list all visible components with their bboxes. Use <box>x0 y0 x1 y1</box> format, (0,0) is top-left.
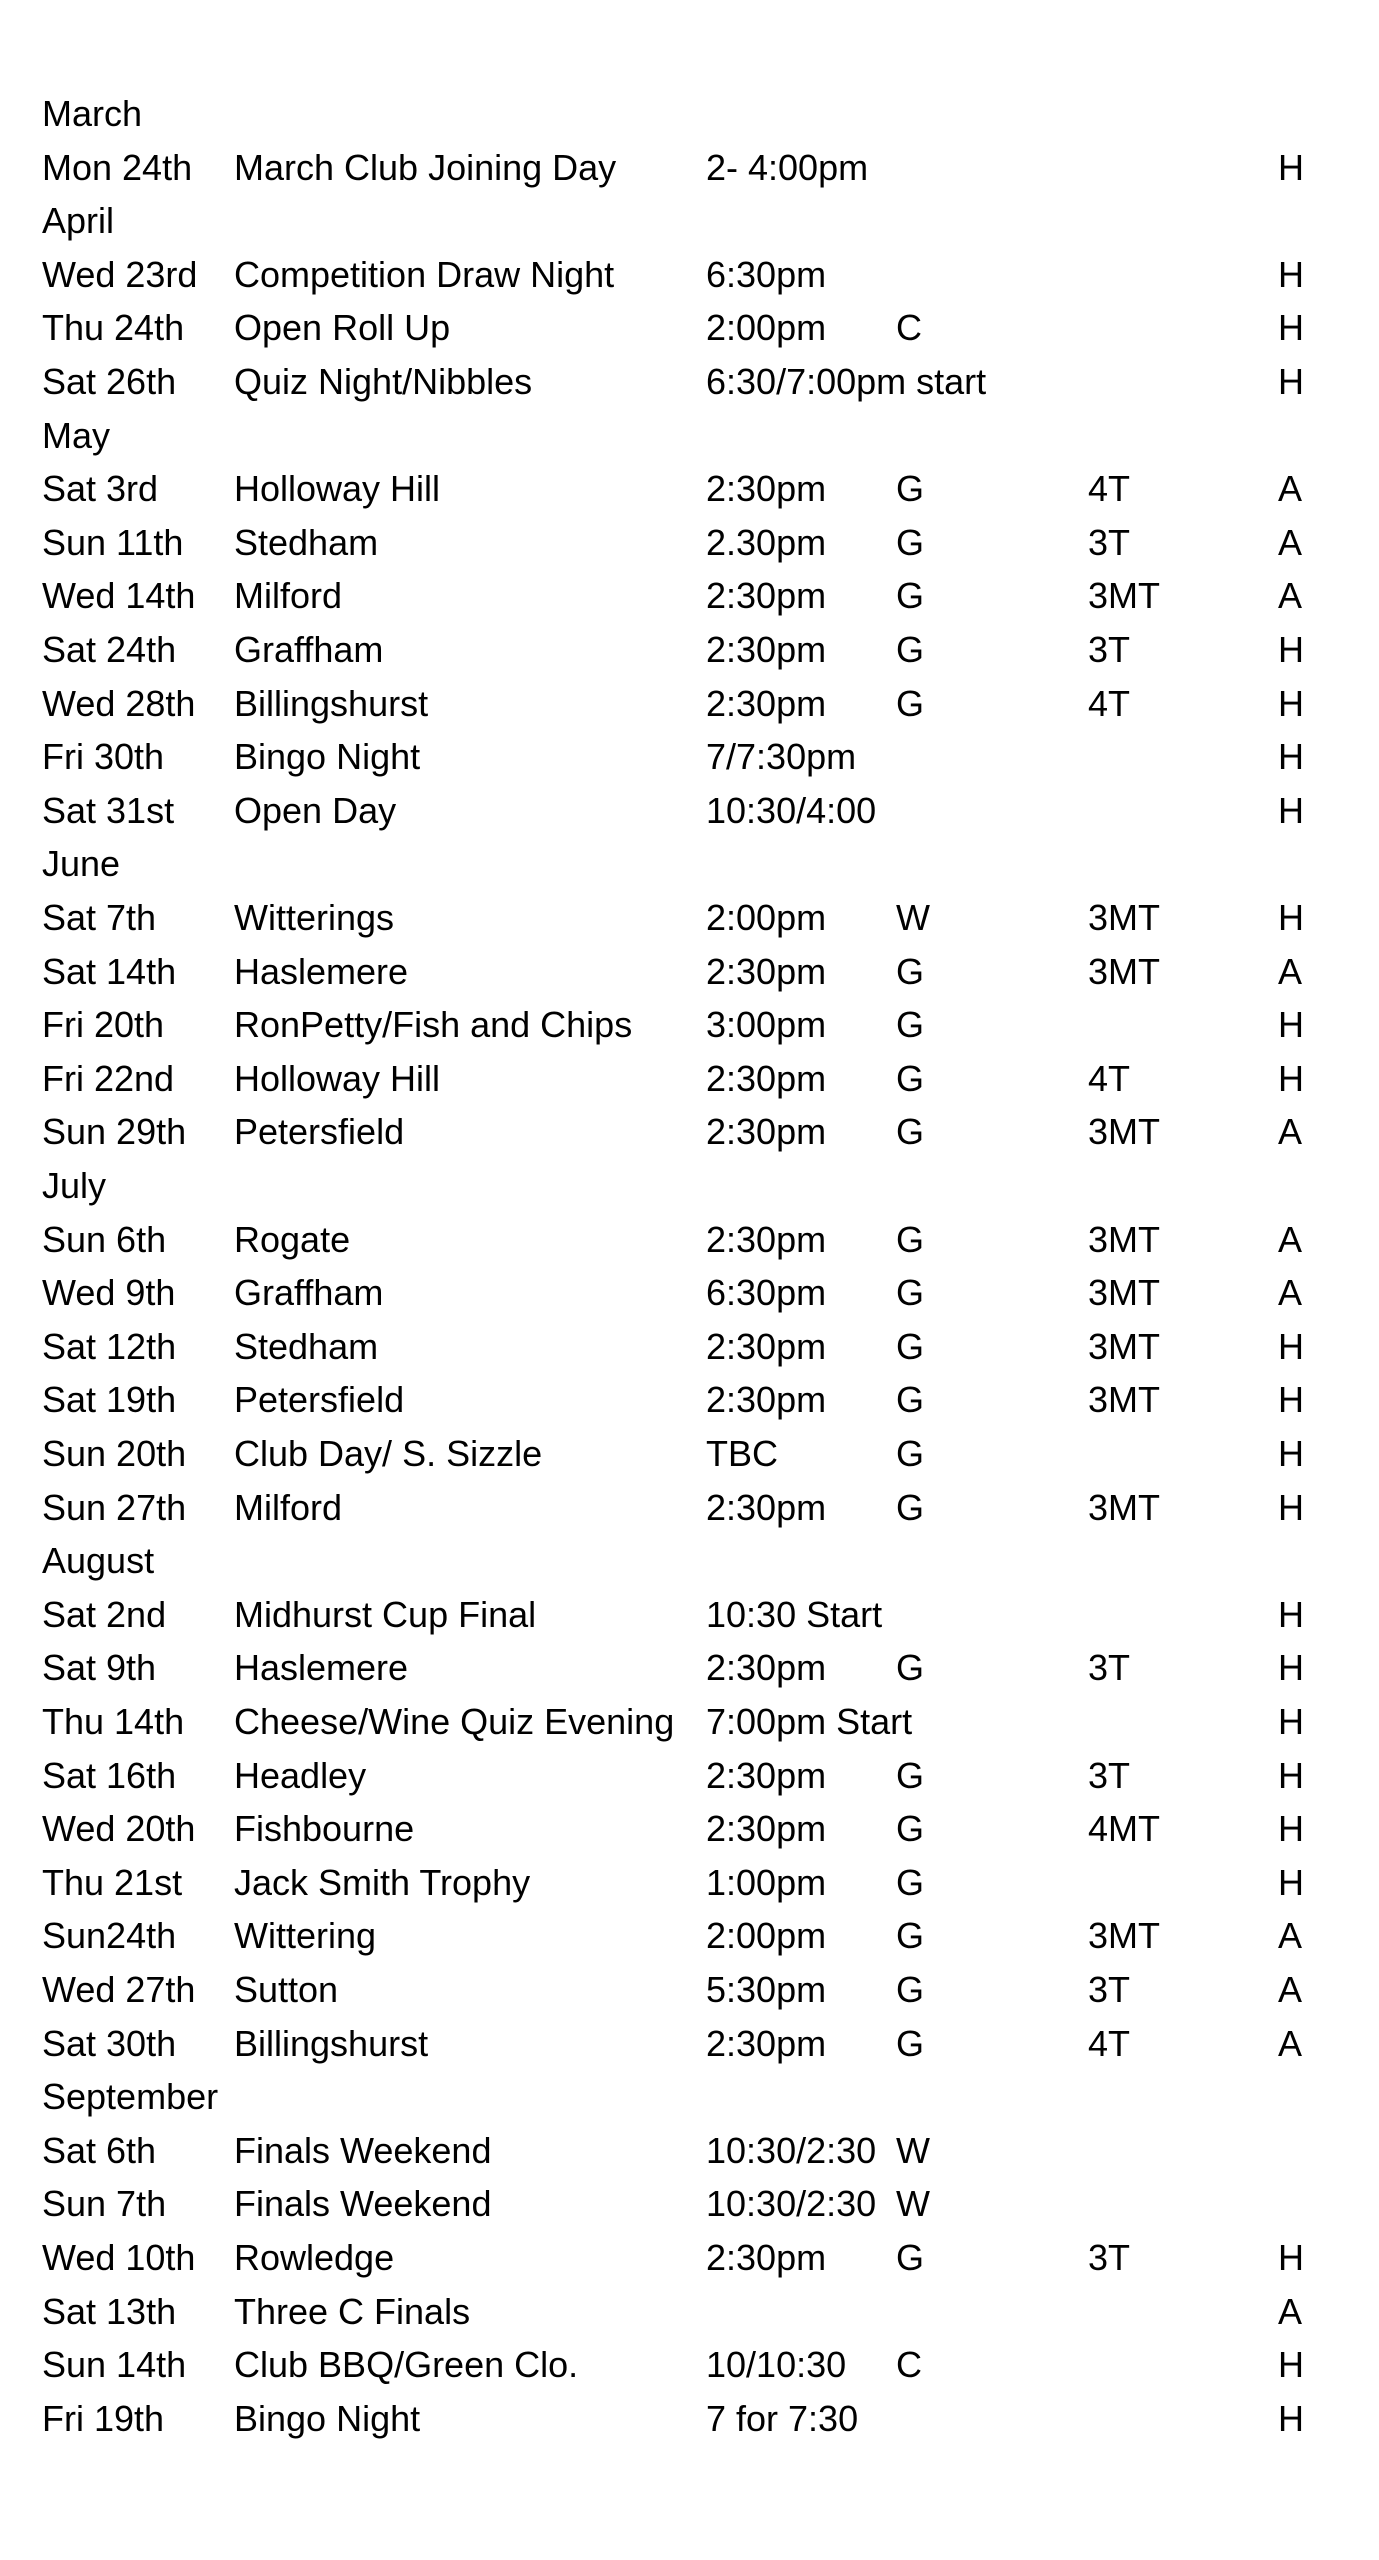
fixture-date: Thu 14th <box>42 1701 185 1742</box>
fixture-event: Open Day <box>234 789 397 831</box>
fixture-venue: A <box>1278 575 1303 617</box>
fixture-event: March Club Joining Day <box>234 146 617 188</box>
fixture-event: Haslemere <box>234 1647 409 1689</box>
fixture-dress: G <box>896 1969 925 2010</box>
fixture-event: Sutton <box>234 1969 339 2010</box>
fixture-dress: G <box>896 1218 925 1260</box>
fixture-time: 3:00pm <box>706 1004 827 1046</box>
fixture-venue: A <box>1278 1969 1303 2010</box>
fixture-dress: G <box>896 950 925 992</box>
fixture-venue: H <box>1278 307 1304 349</box>
fixture-event: Billingshurst <box>234 682 429 724</box>
fixture-event: Rowledge <box>234 2237 395 2278</box>
fixture-time: 2:30pm <box>706 950 827 992</box>
fixture-format: 4T <box>1088 682 1131 724</box>
fixture-venue: H <box>1278 2344 1304 2386</box>
fixture-time: 6:30/7:00pm start <box>706 361 987 402</box>
fixture-date: Sat 26th <box>42 361 177 402</box>
month-heading: April <box>42 200 115 242</box>
fixture-venue: H <box>1278 789 1304 831</box>
fixture-venue: H <box>1278 1379 1304 1421</box>
fixture-venue: A <box>1278 468 1303 510</box>
fixture-date: Sun24th <box>42 1915 177 1957</box>
fixture-dress: C <box>896 307 922 349</box>
fixture-dress: W <box>896 2129 930 2171</box>
fixture-date: Sat 6th <box>42 2129 157 2171</box>
fixture-date: Wed 14th <box>42 575 196 617</box>
fixture-venue: A <box>1278 1272 1303 1314</box>
fixture-time: 2:30pm <box>706 1754 827 1796</box>
fixture-venue: H <box>1278 1325 1304 1367</box>
fixture-date: Sun 29th <box>42 1111 187 1153</box>
month-heading: June <box>42 843 121 885</box>
fixture-event: Three C Finals <box>234 2290 471 2332</box>
fixture-dress: G <box>896 2022 925 2064</box>
fixture-dress: W <box>896 897 930 938</box>
fixture-time: 2:30pm <box>706 1218 827 1260</box>
fixture-format: 3MT <box>1088 950 1160 992</box>
fixture-date: Wed 10th <box>42 2237 196 2278</box>
fixture-dress: G <box>896 682 925 724</box>
fixture-venue: H <box>1278 736 1304 778</box>
fixture-dress: G <box>896 1272 925 1314</box>
fixture-venue: H <box>1278 1808 1304 1850</box>
fixture-time: 2:30pm <box>706 2237 827 2278</box>
fixture-format: 3T <box>1088 1969 1131 2010</box>
fixture-venue: H <box>1278 2237 1304 2278</box>
fixture-event: Bingo Night <box>234 736 421 778</box>
fixture-format: 3T <box>1088 1754 1131 1796</box>
fixture-date: Thu 24th <box>42 307 185 349</box>
fixture-time: 6:30pm <box>706 1272 827 1314</box>
fixture-format: 3MT <box>1088 1111 1160 1153</box>
fixture-event: Bingo Night <box>234 2397 421 2439</box>
fixture-event: Wittering <box>234 1915 377 1957</box>
fixture-date: Sat 3rd <box>42 468 159 510</box>
fixture-date: Sat 7th <box>42 897 157 938</box>
fixture-date: Mon 24th <box>42 146 193 188</box>
fixture-event: Graffham <box>234 629 384 670</box>
fixture-format: 3MT <box>1088 897 1160 938</box>
fixture-time: 6:30pm <box>706 253 827 295</box>
fixture-date: Sat 14th <box>42 950 177 992</box>
fixture-format: 4MT <box>1088 1808 1160 1850</box>
fixture-time: 10/10:30 <box>706 2344 847 2386</box>
fixture-date: Sun 6th <box>42 1218 167 1260</box>
fixture-time: 2:30pm <box>706 682 827 724</box>
fixture-event: Midhurst Cup Final <box>234 1593 537 1635</box>
fixture-venue: A <box>1278 1218 1303 1260</box>
fixture-venue: H <box>1278 361 1304 402</box>
fixture-format: 3T <box>1088 2237 1131 2278</box>
fixture-date: Fri 19th <box>42 2397 165 2439</box>
fixture-venue: H <box>1278 1486 1304 1528</box>
fixture-event: Finals Weekend <box>234 2183 492 2225</box>
fixture-format: 3MT <box>1088 1272 1160 1314</box>
fixture-event: Cheese/Wine Quiz Evening <box>234 1701 675 1742</box>
fixture-dress: W <box>896 2183 930 2225</box>
fixture-venue: H <box>1278 1647 1304 1689</box>
fixture-venue: H <box>1278 146 1304 188</box>
fixture-venue: A <box>1278 1915 1303 1957</box>
fixture-venue: H <box>1278 1057 1304 1099</box>
month-heading: August <box>42 1540 155 1582</box>
fixture-venue: H <box>1278 629 1304 670</box>
fixture-event: Stedham <box>234 521 379 563</box>
fixture-format: 3MT <box>1088 1218 1160 1260</box>
fixture-date: Sat 9th <box>42 1647 157 1689</box>
fixture-time: 2:30pm <box>706 1486 827 1528</box>
fixture-venue: H <box>1278 1433 1304 1474</box>
fixture-venue: H <box>1278 1004 1304 1046</box>
fixture-event: Competition Draw Night <box>234 253 615 295</box>
fixture-event: Open Roll Up <box>234 307 451 349</box>
fixture-venue: A <box>1278 521 1303 563</box>
fixture-date: Sun 11th <box>42 521 184 563</box>
fixture-time: 10:30/2:30 <box>706 2129 877 2171</box>
fixture-time: 2- 4:00pm <box>706 146 869 188</box>
fixture-venue: A <box>1278 2022 1303 2064</box>
fixture-time: 2:00pm <box>706 1915 827 1957</box>
fixture-time: 7/7:30pm <box>706 736 857 778</box>
fixture-time: 2:30pm <box>706 629 827 670</box>
fixture-event: Milford <box>234 575 343 617</box>
fixture-dress: G <box>896 1111 925 1153</box>
fixture-date: Sun 14th <box>42 2344 187 2386</box>
fixture-event: Club Day/ S. Sizzle <box>234 1433 543 1474</box>
fixture-venue: H <box>1278 682 1304 724</box>
fixture-time: 2.30pm <box>706 521 827 563</box>
fixture-time: 10:30 Start <box>706 1593 883 1635</box>
fixture-venue: A <box>1278 2290 1303 2332</box>
fixture-venue: H <box>1278 897 1304 938</box>
fixture-dress: G <box>896 629 925 670</box>
fixture-event: Quiz Night/Nibbles <box>234 361 533 402</box>
fixture-date: Thu 21st <box>42 1861 183 1903</box>
fixture-event: Fishbourne <box>234 1808 415 1850</box>
fixture-time: TBC <box>706 1433 778 1474</box>
fixture-dress: G <box>896 1754 925 1796</box>
fixture-date: Sat 13th <box>42 2290 177 2332</box>
fixture-event: Jack Smith Trophy <box>234 1861 531 1903</box>
fixture-dress: G <box>896 521 925 563</box>
fixture-time: 10:30/4:00 <box>706 789 877 831</box>
fixture-format: 4T <box>1088 2022 1131 2064</box>
fixture-date: Sat 31st <box>42 789 175 831</box>
fixture-time: 2:30pm <box>706 468 827 510</box>
fixture-date: Wed 9th <box>42 1272 176 1314</box>
fixture-date: Sat 30th <box>42 2022 177 2064</box>
fixture-format: 4T <box>1088 468 1131 510</box>
fixture-dress: G <box>896 1861 925 1903</box>
fixture-format: 4T <box>1088 1057 1131 1099</box>
fixture-venue: H <box>1278 1701 1304 1742</box>
fixture-event: Rogate <box>234 1218 351 1260</box>
fixture-event: Petersfield <box>234 1379 405 1421</box>
month-heading: September <box>42 2076 219 2118</box>
fixture-dress: G <box>896 468 925 510</box>
fixture-dress: G <box>896 1915 925 1957</box>
fixture-venue: A <box>1278 950 1303 992</box>
fixture-time: 2:30pm <box>706 1111 827 1153</box>
fixture-date: Sun 27th <box>42 1486 187 1528</box>
fixture-date: Sun 20th <box>42 1433 187 1474</box>
fixture-time: 2:30pm <box>706 575 827 617</box>
fixture-dress: G <box>896 1379 925 1421</box>
fixture-dress: G <box>896 2237 925 2278</box>
fixture-time: 2:30pm <box>706 1325 827 1367</box>
fixture-date: Wed 20th <box>42 1808 196 1850</box>
fixture-format: 3T <box>1088 521 1131 563</box>
fixture-dress: G <box>896 1057 925 1099</box>
fixture-venue: A <box>1278 1111 1303 1153</box>
fixture-time: 2:00pm <box>706 897 827 938</box>
fixture-date: Fri 30th <box>42 736 165 778</box>
fixture-time: 2:30pm <box>706 2022 827 2064</box>
fixture-date: Sat 16th <box>42 1754 177 1796</box>
month-heading: May <box>42 414 111 456</box>
fixture-date: Sat 2nd <box>42 1593 167 1635</box>
fixture-format: 3MT <box>1088 1379 1160 1421</box>
fixture-event: Stedham <box>234 1325 379 1367</box>
fixture-format: 3MT <box>1088 1486 1160 1528</box>
fixture-venue: H <box>1278 1861 1304 1903</box>
fixture-event: RonPetty/Fish and Chips <box>234 1004 633 1046</box>
fixture-time: 2:30pm <box>706 1647 827 1689</box>
fixture-time: 5:30pm <box>706 1969 827 2010</box>
fixture-time: 2:30pm <box>706 1808 827 1850</box>
fixture-dress: G <box>896 1004 925 1046</box>
fixture-time: 2:30pm <box>706 1379 827 1421</box>
fixture-date: Fri 22nd <box>42 1057 175 1099</box>
fixture-dress: G <box>896 1808 925 1850</box>
fixture-event: Headley <box>234 1754 367 1796</box>
fixture-date: Sat 12th <box>42 1325 177 1367</box>
fixture-date: Fri 20th <box>42 1004 165 1046</box>
fixture-dress: G <box>896 1647 925 1689</box>
fixture-event: Milford <box>234 1486 343 1528</box>
fixture-event: Billingshurst <box>234 2022 429 2064</box>
fixture-event: Holloway Hill <box>234 468 441 510</box>
fixture-event: Haslemere <box>234 950 409 992</box>
fixture-event: Club BBQ/Green Clo. <box>234 2344 579 2386</box>
fixture-venue: H <box>1278 1593 1304 1635</box>
month-heading: March <box>42 93 143 134</box>
fixture-dress: G <box>896 1486 925 1528</box>
fixture-dress: G <box>896 1325 925 1367</box>
fixture-dress: C <box>896 2344 922 2386</box>
fixture-time: 10:30/2:30 <box>706 2183 877 2225</box>
fixture-time: 2:00pm <box>706 307 827 349</box>
fixture-venue: H <box>1278 1754 1304 1796</box>
fixture-event: Holloway Hill <box>234 1057 441 1099</box>
fixture-time: 7:00pm Start <box>706 1701 913 1742</box>
fixture-format: 3T <box>1088 1647 1131 1689</box>
fixture-date: Sat 19th <box>42 1379 177 1421</box>
fixture-date: Sun 7th <box>42 2183 167 2225</box>
fixture-event: Finals Weekend <box>234 2129 492 2171</box>
fixture-dress: G <box>896 575 925 617</box>
fixture-dress: G <box>896 1433 925 1474</box>
fixture-time: 2:30pm <box>706 1057 827 1099</box>
fixture-format: 3MT <box>1088 1325 1160 1367</box>
fixture-date: Wed 28th <box>42 682 196 724</box>
fixture-format: 3MT <box>1088 1915 1160 1957</box>
fixture-time: 1:00pm <box>706 1861 827 1903</box>
fixture-format: 3T <box>1088 629 1131 670</box>
fixture-date: Wed 27th <box>42 1969 196 2010</box>
fixture-date: Wed 23rd <box>42 253 198 295</box>
fixture-venue: H <box>1278 253 1304 295</box>
fixture-venue: H <box>1278 2397 1304 2439</box>
month-heading: July <box>42 1165 107 1206</box>
fixture-format: 3MT <box>1088 575 1160 617</box>
fixture-time: 7 for 7:30 <box>706 2397 859 2439</box>
fixture-event: Petersfield <box>234 1111 405 1153</box>
fixture-date: Sat 24th <box>42 629 177 670</box>
fixture-event: Witterings <box>234 897 395 938</box>
fixture-event: Graffham <box>234 1272 384 1314</box>
